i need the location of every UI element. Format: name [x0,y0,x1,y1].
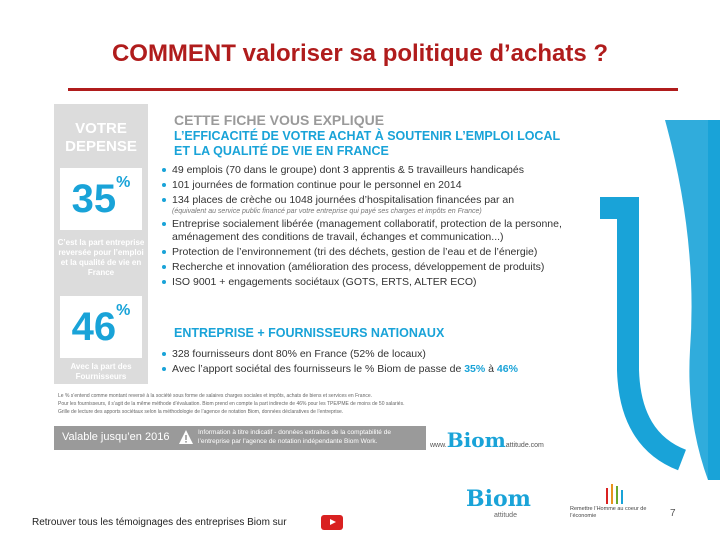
footnote: Grille de lecture des apports sociétaux selon la méthodologie de l’agence de notation Biom, données déclaratives de l’entreprise. [58,409,344,415]
company-bullets [162,164,582,291]
supplier-bullets [162,348,582,378]
validity-text: Valable jusqu’en 2016 [62,431,170,443]
list-item [162,164,582,177]
list-item [162,246,582,259]
list-item [162,218,582,244]
list-item-text: 49 emplois (70 dans le groupe) dont 3 apprentis & 5 travailleurs handicapés [172,164,524,176]
left-stat-column [54,104,148,384]
list-item-text: Entreprise socialement libérée (management collaboratif, protection de la personne, aménagement des conditions de travail, échanges et communication...) [172,218,562,243]
page-number: 7 [670,508,676,519]
biom-logo [466,486,546,522]
title-underline [68,88,678,91]
stat-35-value: 35 [71,177,117,221]
partner-bars-icon [604,482,624,504]
list-item-subtext: (équivalent au service public financé par votre entreprise qui payé ses charges et impôts en France) [172,208,482,215]
info-disclaimer: Information à titre indicatif - données extraites de la comptabilité de l’entreprise par l’agence de notation indépendante Biom Work. [198,429,391,445]
list-item [162,179,582,192]
stat-46-box [60,296,142,358]
list-item [162,363,582,376]
list-item-text: ISO 9001 + engagements sociétaux (GOTS, ERTS, ALTER ECO) [172,276,477,288]
validity-bar [54,426,426,450]
sheet-subheading: L’EFFICACITÉ DE VOTRE ACHAT À SOUTENIR L’EMPLOI LOCAL ET LA QUALITÉ DE VIE EN FRANCE [174,129,560,158]
youtube-icon[interactable] [321,515,343,530]
warning-icon [178,429,194,445]
footnote: Le % s’entend comme montant reversé à la société sous forme de salaires charges sociales et impôts, achats de biens et services en France. [58,393,373,399]
biom-logo-word: Biom [466,486,531,512]
partner-logo [570,482,660,522]
depense-label: DEPENSE [65,138,137,155]
list-item-text: 101 journées de formation continue pour le personnel en 2014 [172,179,462,191]
sheet-heading: CETTE FICHE VOUS EXPLIQUE [174,112,385,128]
list-item-text: Protection de l’environnement (tri des déchets, gestion de l’eau et de l’énergie) [172,246,538,258]
logo-url-prefix: www. [430,442,447,449]
votre-depense-label [54,120,148,156]
testimonials-text: Retrouver tous les témoignages des entreprises Biom sur [32,517,287,528]
partner-logo-text: Remettre l’Homme au coeur de l’économie [570,506,647,519]
stat-46-note: Avec la part des Fournisseurs [70,362,132,381]
section-heading-suppliers: ENTREPRISE + FOURNISSEURS NATIONAUX [174,326,445,340]
list-item [162,194,582,216]
list-item-text: 328 fournisseurs dont 80% en France (52% de locaux) [172,348,426,360]
list-item-text: Avec l’apport sociétal des fournisseurs le % Biom de passe de [172,363,465,375]
biom-logo-sub: attitude [494,512,517,519]
list-item-text: 134 places de crèche ou 1048 journées d’hospitalisation financées par an [172,194,515,206]
stat-46-unit: % [116,302,131,319]
list-item-text: Recherche et innovation (amélioration des process, développement de produits) [172,261,545,273]
stat-35-box [60,168,142,230]
info-sheet [54,104,582,450]
footnote: Pour les fournisseurs, il s’agit de la même méthode d’évaluation. Biom prend en compte la part indirecte de 46% pour les TPE/PME de moins de 50 salariés. [58,401,405,407]
percent-from: 35% [464,363,486,375]
logo-word: Biom [446,428,506,452]
stat-46-value: 46 [71,305,117,349]
slide-title: COMMENT valoriser sa politique d’achats ? [111,40,609,67]
biom-url-logo [430,428,580,450]
stat-35-note: C’est la part entreprise reversée pour l’emploi et la qualité de vie en France [57,238,145,277]
list-item [162,276,582,289]
votre-label: VOTRE [75,120,127,137]
decorative-graphic [590,120,720,480]
logo-url-suffix: attitude.com [505,442,544,449]
footnotes [58,392,582,416]
list-item [162,261,582,274]
list-item-joiner: à [485,363,497,375]
percent-to: 46% [496,363,518,375]
list-item [162,348,582,361]
stat-35-unit: % [116,174,131,191]
